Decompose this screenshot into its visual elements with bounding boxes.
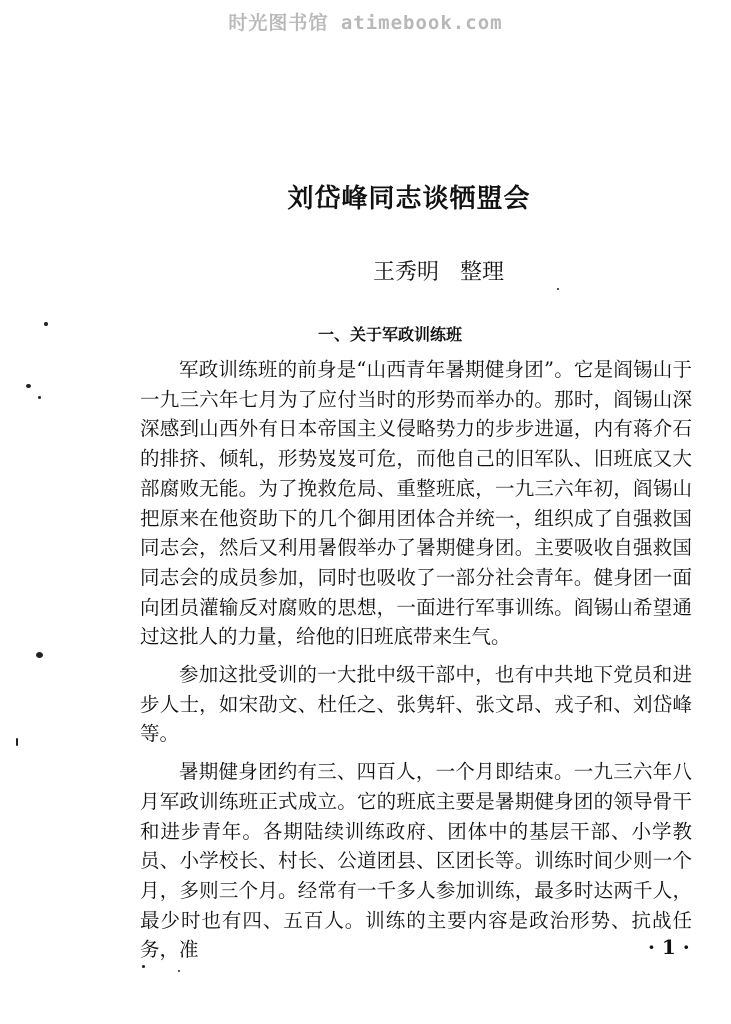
scan-speck xyxy=(26,384,31,388)
scan-speck xyxy=(142,965,145,968)
scan-speck xyxy=(16,738,18,746)
watermark: 时光图书馆 atimebook.com xyxy=(228,12,503,34)
section-heading: 一、关于军政训练班 xyxy=(318,325,463,344)
scan-speck xyxy=(178,970,180,972)
author-line: 王秀明 整理 xyxy=(373,260,504,285)
scan-speck xyxy=(36,652,43,658)
article-body xyxy=(140,355,692,973)
scan-speck xyxy=(38,396,41,399)
paragraph: 军政训练班的前身是“山西青年暑期健身团”。它是阎锡山于一九三六年七月为了应付当时的形势而举办的。那时，阎锡山深深感到山西外有日本帝国主义侵略势力的步步进逼，内有蒋介石的排挤、倾轧，形势岌岌可危，而他自己的旧军队、旧班底又大部腐败无能。为了挽救危局、重整班底，一九三六年初，阎锡山把原来在他资助下的几个御用团体合并统一，组织成了自强救国同志会，然后又利用暑假举办了暑期健身团。主要吸收自强救国同志会的成员参加，同时也吸收了一部分社会青年。健身团一面向团员灌输反对腐败的思想，一面进行军事训练。阎锡山希望通过这批人的力量，给他的旧班底带来生气。 xyxy=(140,358,692,649)
scan-speck xyxy=(557,288,559,290)
article-title: 刘岱峰同志谈牺盟会 xyxy=(287,184,531,214)
scan-speck xyxy=(44,322,48,326)
paragraph: 参加这批受训的一大批中级干部中，也有中共地下党员和进步人士，如宋劭文、杜任之、张隽轩、张文昂、戎子和、刘岱峰等。 xyxy=(140,663,692,746)
page-number: · 1 · xyxy=(648,935,690,959)
paragraph: 暑期健身团约有三、四百人，一个月即结束。一九三六年八月军政训练班正式成立。它的班底主要是暑期健身团的领导骨干和进步青年。各期陆续训练政府、团体中的基层干部、小学教员、小学校长、村长、公道团县、区团长等。训练时间少则一个月，多则三个月。经常有一千多人参加训练，最多时达两千人，最少时也有四、五百人。训练的主要内容是政治形势、抗战任务，准 xyxy=(140,760,692,962)
